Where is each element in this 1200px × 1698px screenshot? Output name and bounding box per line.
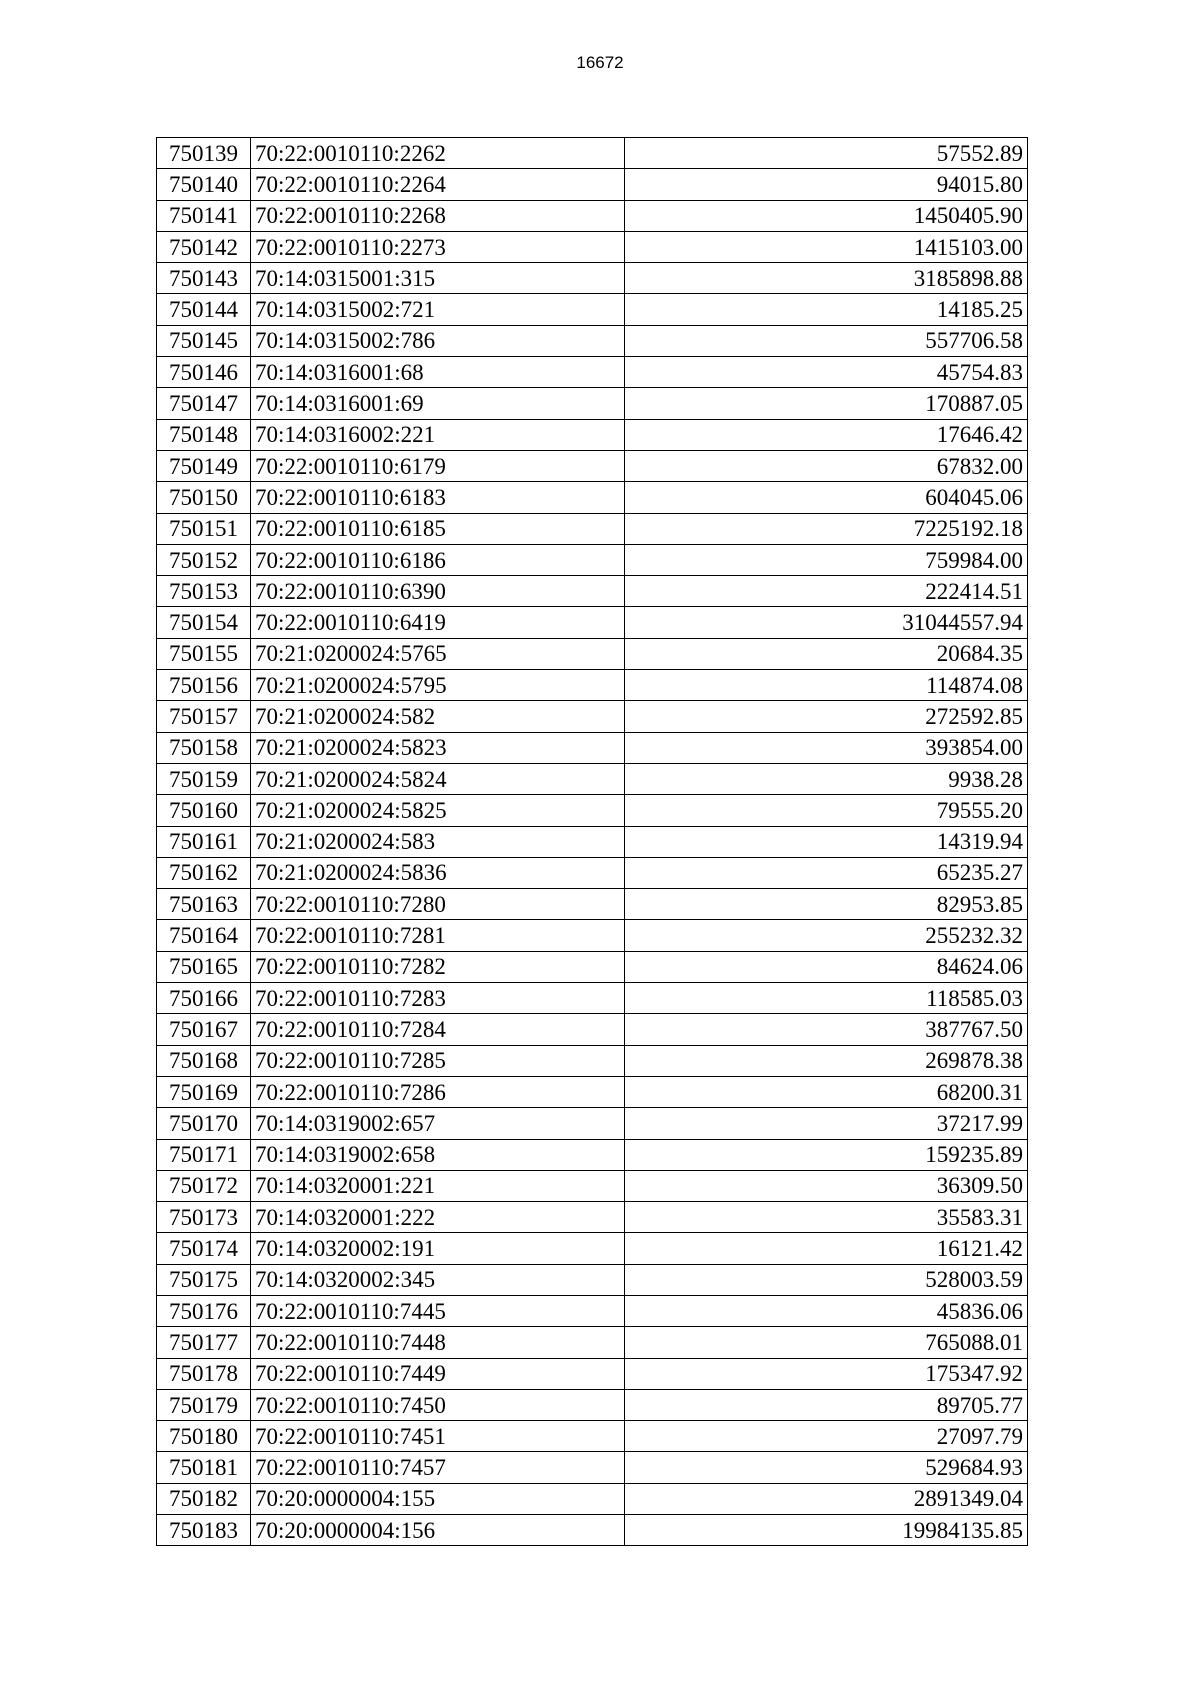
value-cell: 255232.32 — [625, 920, 1028, 951]
table-row — [157, 1421, 1028, 1452]
value-cell: 3185898.88 — [625, 263, 1028, 294]
table-row — [157, 1233, 1028, 1264]
row-id-cell: 750180 — [157, 1421, 251, 1452]
cadastral-number-cell: 70:22:0010110:7282 — [251, 951, 625, 982]
row-id-cell: 750177 — [157, 1327, 251, 1358]
cadastral-number-cell: 70:21:0200024:5836 — [251, 857, 625, 888]
value-cell: 94015.80 — [625, 169, 1028, 200]
table-row — [157, 388, 1028, 419]
table-row — [157, 701, 1028, 732]
row-id-cell: 750143 — [157, 263, 251, 294]
value-cell: 17646.42 — [625, 419, 1028, 450]
row-id-cell: 750174 — [157, 1233, 251, 1264]
row-id-cell: 750160 — [157, 795, 251, 826]
row-id-cell: 750175 — [157, 1264, 251, 1295]
table-row — [157, 357, 1028, 388]
row-id-cell: 750145 — [157, 325, 251, 356]
table-row — [157, 889, 1028, 920]
row-id-cell: 750164 — [157, 920, 251, 951]
cadastral-number-cell: 70:21:0200024:5823 — [251, 732, 625, 763]
cadastral-number-cell: 70:14:0320001:222 — [251, 1202, 625, 1233]
table-row — [157, 1483, 1028, 1514]
table-row — [157, 1108, 1028, 1139]
table-row — [157, 419, 1028, 450]
cadastral-number-cell: 70:22:0010110:2262 — [251, 138, 625, 169]
table-row — [157, 1202, 1028, 1233]
value-cell: 272592.85 — [625, 701, 1028, 732]
table-row — [157, 763, 1028, 794]
row-id-cell: 750146 — [157, 357, 251, 388]
cadastral-number-cell: 70:21:0200024:582 — [251, 701, 625, 732]
cadastral-number-cell: 70:22:0010110:6186 — [251, 544, 625, 575]
value-cell: 529684.93 — [625, 1452, 1028, 1483]
cadastral-number-cell: 70:20:0000004:155 — [251, 1483, 625, 1514]
row-id-cell: 750182 — [157, 1483, 251, 1514]
cadastral-number-cell: 70:22:0010110:7449 — [251, 1358, 625, 1389]
value-cell: 759984.00 — [625, 544, 1028, 575]
table-row — [157, 1295, 1028, 1326]
cadastral-number-cell: 70:14:0316001:69 — [251, 388, 625, 419]
row-id-cell: 750150 — [157, 482, 251, 513]
table-row — [157, 920, 1028, 951]
cadastral-number-cell: 70:22:0010110:7445 — [251, 1295, 625, 1326]
value-cell: 27097.79 — [625, 1421, 1028, 1452]
row-id-cell: 750178 — [157, 1358, 251, 1389]
row-id-cell: 750140 — [157, 169, 251, 200]
table-row — [157, 1139, 1028, 1170]
value-cell: 765088.01 — [625, 1327, 1028, 1358]
cadastral-number-cell: 70:22:0010110:7286 — [251, 1076, 625, 1107]
row-id-cell: 750142 — [157, 231, 251, 262]
value-cell: 393854.00 — [625, 732, 1028, 763]
value-cell: 79555.20 — [625, 795, 1028, 826]
cadastral-number-cell: 70:22:0010110:6419 — [251, 607, 625, 638]
cadastral-number-cell: 70:21:0200024:583 — [251, 826, 625, 857]
value-cell: 159235.89 — [625, 1139, 1028, 1170]
value-cell: 528003.59 — [625, 1264, 1028, 1295]
table-row — [157, 795, 1028, 826]
row-id-cell: 750147 — [157, 388, 251, 419]
value-cell: 557706.58 — [625, 325, 1028, 356]
table-row — [157, 1515, 1028, 1546]
value-cell: 170887.05 — [625, 388, 1028, 419]
value-cell: 9938.28 — [625, 763, 1028, 794]
table-row — [157, 450, 1028, 481]
row-id-cell: 750157 — [157, 701, 251, 732]
table-row — [157, 951, 1028, 982]
row-id-cell: 750158 — [157, 732, 251, 763]
value-cell: 37217.99 — [625, 1108, 1028, 1139]
value-cell: 387767.50 — [625, 1014, 1028, 1045]
cadastral-number-cell: 70:22:0010110:6179 — [251, 450, 625, 481]
table-row — [157, 638, 1028, 669]
value-cell: 45754.83 — [625, 357, 1028, 388]
row-id-cell: 750181 — [157, 1452, 251, 1483]
cadastral-number-cell: 70:22:0010110:7284 — [251, 1014, 625, 1045]
value-cell: 7225192.18 — [625, 513, 1028, 544]
value-cell: 114874.08 — [625, 670, 1028, 701]
value-cell: 1415103.00 — [625, 231, 1028, 262]
table-row — [157, 169, 1028, 200]
table-row — [157, 1358, 1028, 1389]
value-cell: 118585.03 — [625, 983, 1028, 1014]
table-row — [157, 983, 1028, 1014]
cadastral-number-cell: 70:14:0316001:68 — [251, 357, 625, 388]
table-row — [157, 1014, 1028, 1045]
value-cell: 82953.85 — [625, 889, 1028, 920]
value-cell: 20684.35 — [625, 638, 1028, 669]
row-id-cell: 750149 — [157, 450, 251, 481]
row-id-cell: 750179 — [157, 1389, 251, 1420]
cadastral-number-cell: 70:22:0010110:7283 — [251, 983, 625, 1014]
value-cell: 16121.42 — [625, 1233, 1028, 1264]
cadastral-number-cell: 70:22:0010110:7281 — [251, 920, 625, 951]
cadastral-number-cell: 70:14:0315002:786 — [251, 325, 625, 356]
table-row — [157, 732, 1028, 763]
cadastral-number-cell: 70:14:0316002:221 — [251, 419, 625, 450]
cadastral-number-cell: 70:22:0010110:2264 — [251, 169, 625, 200]
row-id-cell: 750156 — [157, 670, 251, 701]
table-row — [157, 607, 1028, 638]
row-id-cell: 750171 — [157, 1139, 251, 1170]
row-id-cell: 750170 — [157, 1108, 251, 1139]
value-cell: 31044557.94 — [625, 607, 1028, 638]
row-id-cell: 750176 — [157, 1295, 251, 1326]
cadastral-number-cell: 70:14:0319002:658 — [251, 1139, 625, 1170]
cadastral-number-cell: 70:22:0010110:7451 — [251, 1421, 625, 1452]
value-cell: 14185.25 — [625, 294, 1028, 325]
row-id-cell: 750161 — [157, 826, 251, 857]
cadastral-number-cell: 70:14:0319002:657 — [251, 1108, 625, 1139]
value-cell: 1450405.90 — [625, 200, 1028, 231]
table-row — [157, 670, 1028, 701]
row-id-cell: 750169 — [157, 1076, 251, 1107]
row-id-cell: 750165 — [157, 951, 251, 982]
value-cell: 222414.51 — [625, 576, 1028, 607]
cadastral-number-cell: 70:22:0010110:6185 — [251, 513, 625, 544]
row-id-cell: 750144 — [157, 294, 251, 325]
cadastral-number-cell: 70:21:0200024:5824 — [251, 763, 625, 794]
cadastral-number-cell: 70:14:0320002:345 — [251, 1264, 625, 1295]
cadastral-number-cell: 70:22:0010110:7285 — [251, 1045, 625, 1076]
table-row — [157, 1076, 1028, 1107]
value-cell: 65235.27 — [625, 857, 1028, 888]
table-row — [157, 325, 1028, 356]
cadastral-number-cell: 70:21:0200024:5795 — [251, 670, 625, 701]
row-id-cell: 750148 — [157, 419, 251, 450]
table-row — [157, 1452, 1028, 1483]
cadastral-number-cell: 70:14:0320002:191 — [251, 1233, 625, 1264]
value-cell: 68200.31 — [625, 1076, 1028, 1107]
row-id-cell: 750163 — [157, 889, 251, 920]
row-id-cell: 750168 — [157, 1045, 251, 1076]
row-id-cell: 750159 — [157, 763, 251, 794]
row-id-cell: 750141 — [157, 200, 251, 231]
table-row — [157, 513, 1028, 544]
row-id-cell: 750139 — [157, 138, 251, 169]
cadastral-value-table — [156, 137, 1028, 1546]
table-row — [157, 1045, 1028, 1076]
cadastral-number-cell: 70:14:0315001:315 — [251, 263, 625, 294]
table-row — [157, 200, 1028, 231]
row-id-cell: 750167 — [157, 1014, 251, 1045]
row-id-cell: 750154 — [157, 607, 251, 638]
row-id-cell: 750183 — [157, 1515, 251, 1546]
cadastral-number-cell: 70:22:0010110:2273 — [251, 231, 625, 262]
value-cell: 36309.50 — [625, 1170, 1028, 1201]
table-row — [157, 294, 1028, 325]
cadastral-number-cell: 70:22:0010110:7280 — [251, 889, 625, 920]
row-id-cell: 750162 — [157, 857, 251, 888]
cadastral-number-cell: 70:22:0010110:2268 — [251, 200, 625, 231]
row-id-cell: 750166 — [157, 983, 251, 1014]
table-row — [157, 1264, 1028, 1295]
value-cell: 57552.89 — [625, 138, 1028, 169]
cadastral-number-cell: 70:21:0200024:5825 — [251, 795, 625, 826]
cadastral-number-cell: 70:22:0010110:7457 — [251, 1452, 625, 1483]
value-cell: 35583.31 — [625, 1202, 1028, 1233]
table-row — [157, 857, 1028, 888]
table-row — [157, 482, 1028, 513]
cadastral-number-cell: 70:21:0200024:5765 — [251, 638, 625, 669]
table-row — [157, 1170, 1028, 1201]
table-row — [157, 1327, 1028, 1358]
page-number: 16672 — [576, 53, 624, 72]
table-row — [157, 544, 1028, 575]
row-id-cell: 750155 — [157, 638, 251, 669]
row-id-cell: 750152 — [157, 544, 251, 575]
value-cell: 67832.00 — [625, 450, 1028, 481]
cadastral-number-cell: 70:14:0320001:221 — [251, 1170, 625, 1201]
value-cell: 14319.94 — [625, 826, 1028, 857]
value-cell: 269878.38 — [625, 1045, 1028, 1076]
cadastral-number-cell: 70:22:0010110:6390 — [251, 576, 625, 607]
value-cell: 175347.92 — [625, 1358, 1028, 1389]
cadastral-number-cell: 70:22:0010110:6183 — [251, 482, 625, 513]
value-cell: 19984135.85 — [625, 1515, 1028, 1546]
row-id-cell: 750172 — [157, 1170, 251, 1201]
row-id-cell: 750173 — [157, 1202, 251, 1233]
value-cell: 45836.06 — [625, 1295, 1028, 1326]
table-body — [157, 138, 1028, 1546]
value-cell: 2891349.04 — [625, 1483, 1028, 1514]
row-id-cell: 750153 — [157, 576, 251, 607]
cadastral-number-cell: 70:20:0000004:156 — [251, 1515, 625, 1546]
cadastral-number-cell: 70:22:0010110:7450 — [251, 1389, 625, 1420]
value-cell: 604045.06 — [625, 482, 1028, 513]
table-row — [157, 263, 1028, 294]
table-row — [157, 1389, 1028, 1420]
table-row — [157, 138, 1028, 169]
row-id-cell: 750151 — [157, 513, 251, 544]
table-row — [157, 231, 1028, 262]
cadastral-number-cell: 70:14:0315002:721 — [251, 294, 625, 325]
table-row — [157, 576, 1028, 607]
cadastral-number-cell: 70:22:0010110:7448 — [251, 1327, 625, 1358]
value-cell: 84624.06 — [625, 951, 1028, 982]
value-cell: 89705.77 — [625, 1389, 1028, 1420]
table-row — [157, 826, 1028, 857]
